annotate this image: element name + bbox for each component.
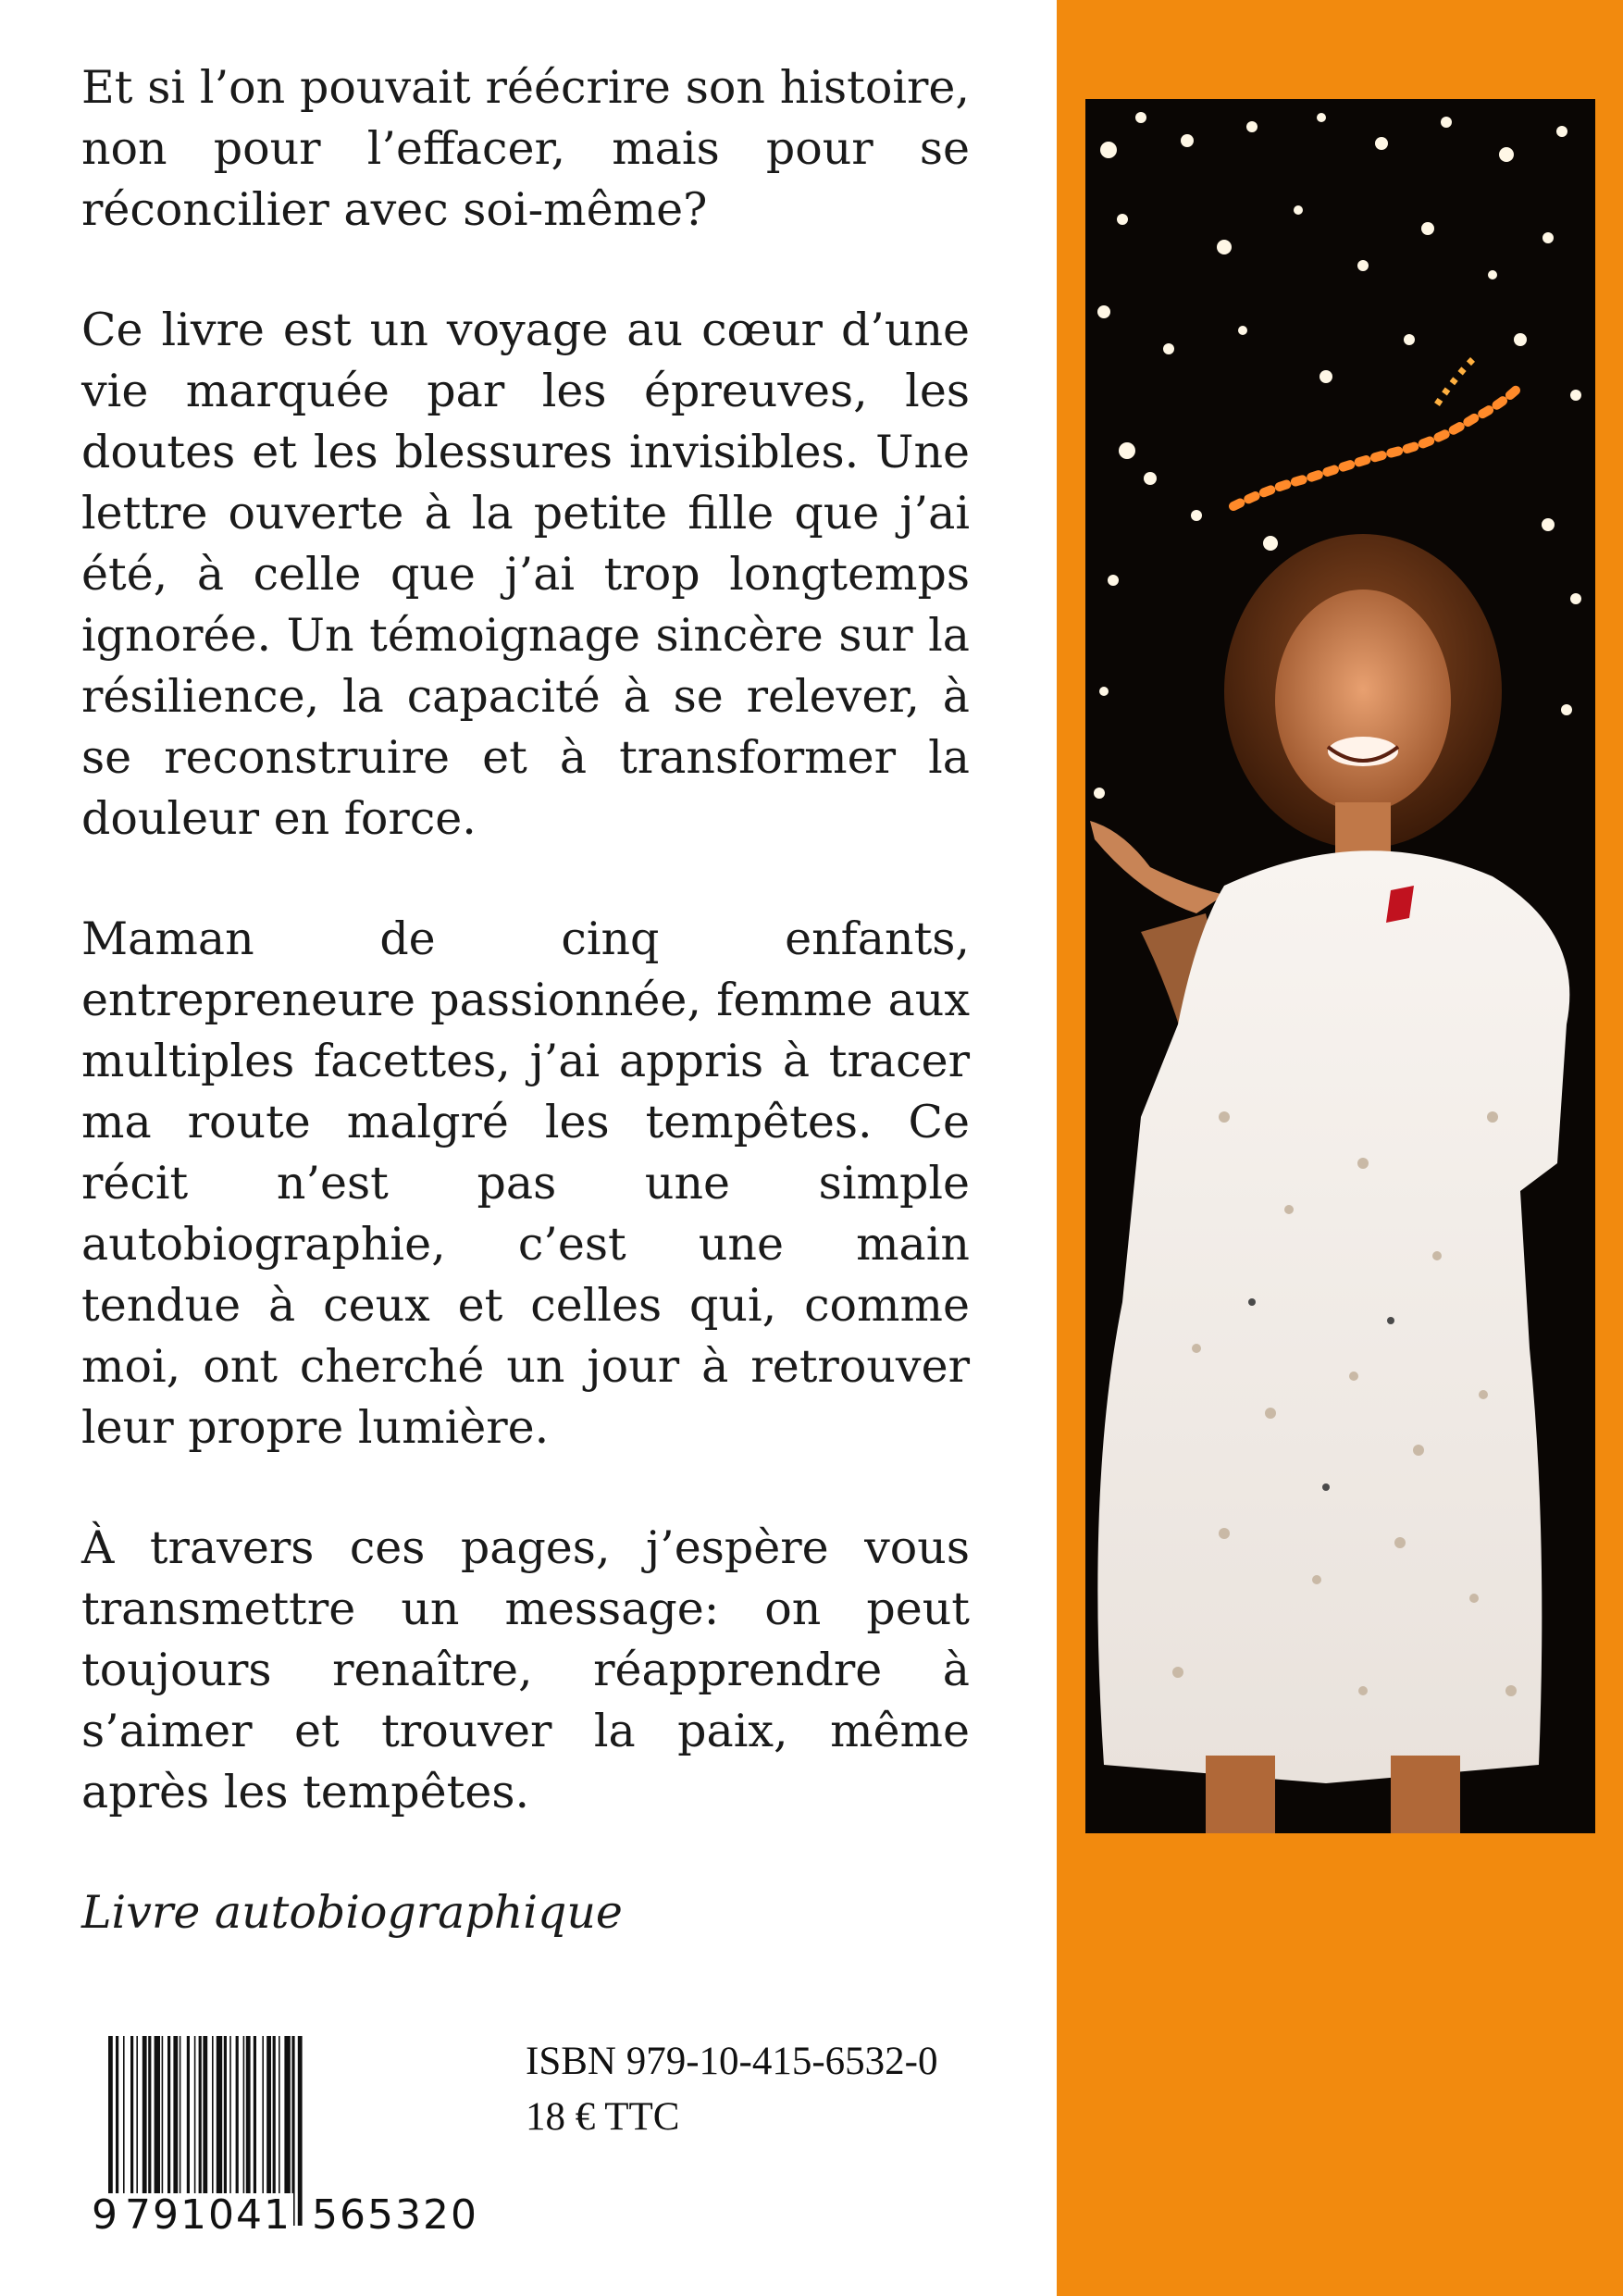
barcode-bar	[266, 2036, 271, 2198]
barcode-bar	[162, 2036, 164, 2198]
barcode-bar	[217, 2036, 222, 2198]
blurb-column	[81, 57, 970, 1943]
barcode-bar	[262, 2036, 264, 2198]
barcode-bar	[284, 2036, 290, 2198]
barcode-bar	[173, 2036, 178, 2198]
barcode-digits	[88, 2193, 504, 2238]
cover-photo-illustration	[1085, 99, 1595, 1833]
blurb-paragraph-4: À travers ces pages, j’espère vous transmettre un message: on peut toujours renaître, réapprendre à s’aimer et trouver la paix, même après les tempêtes.	[81, 1521, 970, 1818]
barcode-bar	[254, 2036, 256, 2198]
barcode-bar	[142, 2036, 147, 2198]
barcode-bar	[187, 2036, 190, 2198]
barcode-digits-left: 791041	[125, 2191, 291, 2239]
barcode-bar	[236, 2036, 239, 2198]
publication-info	[526, 2034, 938, 2145]
blurb-paragraph-2: Ce livre est un voyage au cœur d’une vie marquée par les épreuves, les doutes et les blessures invisibles. Une lettre ouverte à la petite fille que j’ai été, à celle que j’ai trop longtemps ignorée. Un témoignage sincère sur la résilience, la capacité à se relever, à se reconstruire et à transformer la douleur en force.	[81, 304, 970, 845]
barcode-bar	[224, 2036, 227, 2198]
barcode-bar	[136, 2036, 138, 2198]
barcode-bar	[123, 2036, 125, 2198]
price-label: 18 € TTC	[526, 2095, 680, 2139]
barcode-bar	[180, 2036, 181, 2198]
barcode-bar	[130, 2036, 133, 2198]
barcode-bar	[212, 2036, 214, 2198]
barcode-bar	[279, 2036, 280, 2198]
barcode-bar	[273, 2036, 276, 2198]
blurb-paragraph-3: Maman de cinq enfants, entrepreneure passionnée, femme aux multiples facettes, j’ai appris à tracer ma route malgré les tempêtes. Ce récit n’est pas une simple autobiographie, c’est une main tendue à ceux et celles qui, comme moi, ont cherché un jour à retrouver leur propre lumière.	[81, 912, 970, 1454]
barcode-bar	[155, 2036, 160, 2198]
barcode-bar	[246, 2036, 251, 2198]
barcode-digit-lead: 9	[92, 2191, 119, 2239]
barcode-bar	[148, 2036, 151, 2198]
barcode-digits-right: 565320	[312, 2191, 478, 2239]
barcode-bar	[243, 2036, 245, 2198]
genre-label: Livre autobiographique	[81, 1886, 623, 1939]
barcode-bar	[229, 2036, 231, 2198]
barcode-bar	[194, 2036, 196, 2198]
barcode-bar	[167, 2036, 170, 2198]
cover-photo	[1085, 99, 1595, 1833]
isbn-barcode	[88, 2036, 504, 2239]
isbn-number: ISBN 979-10-415-6532-0	[526, 2040, 938, 2083]
blurb-paragraph-1: Et si l’on pouvait réécrire son histoire, non pour l’effacer, mais pour se réconcilier avec soi-même?	[81, 61, 970, 236]
